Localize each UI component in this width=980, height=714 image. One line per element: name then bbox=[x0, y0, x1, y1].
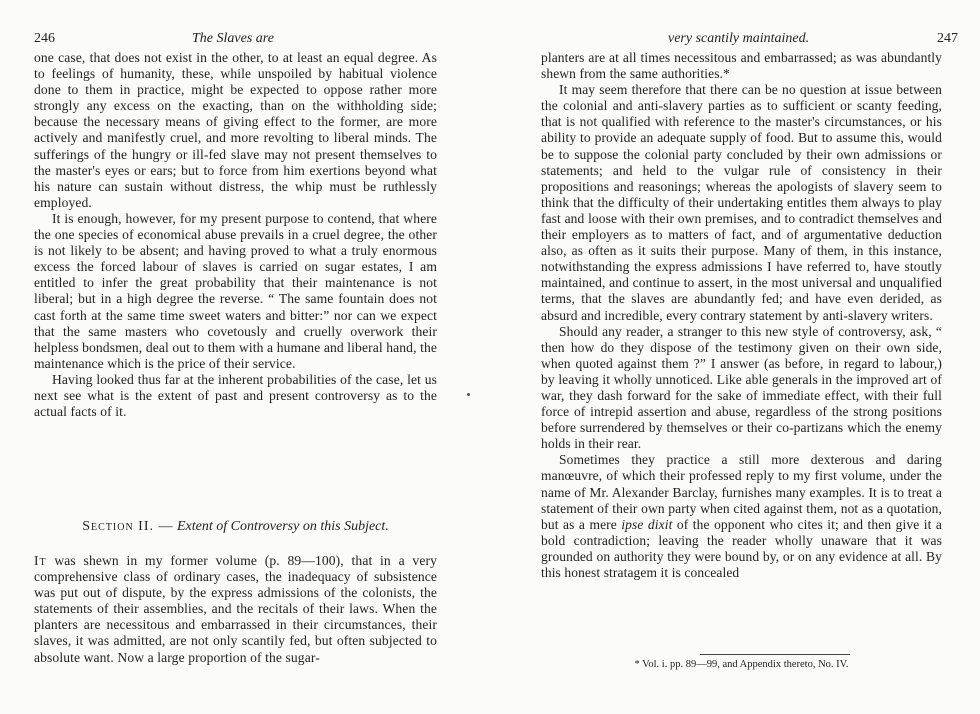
running-head-left bbox=[34, 30, 437, 48]
left-body-text bbox=[34, 50, 437, 420]
section-paragraph bbox=[34, 553, 437, 666]
section-dropcap: It bbox=[34, 553, 47, 568]
paragraph-last bbox=[541, 452, 942, 581]
section-body-text bbox=[34, 553, 437, 666]
running-head-right bbox=[542, 30, 958, 48]
page-number-247: 247 bbox=[937, 31, 958, 46]
paragraph-text-after: of the opponent who cites it; and then give it a bold contradiction; leaving the reader wholly unaware that it was grounded on authority they were bound by, or on any evidence at all. By this honest stratagem it is concealed bbox=[541, 516, 942, 580]
section-label: Section II. — bbox=[82, 519, 174, 534]
page-number-246: 246 bbox=[34, 31, 55, 46]
paragraph: one case, that does not exist in the other, to at least an equal degree. As to feelings of humanity, these, while unspoiled by habitual violence done to them in practice, might be expected to oppose rather more strongly any excess on the exacting, than on the withholding side; because the necessary means of giving effect to the former, are more actively and manifestly cruel, and more revolting to liberal minds. The sufferings of the hungry or ill-fed slave may not present themselves to the master's eyes or ears; but to force from him exertions beyond what his nature can sustain without distress, the whip must be ruthlessly employed. bbox=[34, 50, 437, 210]
section-heading bbox=[34, 519, 437, 535]
italic-phrase: ipse dixit bbox=[621, 516, 673, 532]
right-body-text bbox=[541, 50, 942, 581]
paragraph-text-before: Sometimes they practice a still more dexterous and daring manœuvre, of which their professed reply to my first volume, under the name of Mr. Alexander Barclay, furnishes many examples. It is to treat a statement of their own party when cited against them, not as a quotation, but as a mere bbox=[541, 452, 942, 532]
running-title-right: very scantily maintained. bbox=[668, 31, 810, 46]
running-title-left: The Slaves are bbox=[192, 31, 274, 46]
footnote: * Vol. i. pp. 89—99, and Appendix thereto, No. IV. bbox=[634, 659, 849, 670]
paragraph: Should any reader, a stranger to this new style of controversy, ask, “ then how do they dispose of the testimony given on their own side, when quoted against them ?” I answer (as before, in regard to labour,) by leaving it wholly unnoticed. Like able generals in the improved art of war, they dash forward for the sake of immediate effect, with their full force of intrepid assertion and abuse, regardless of the strong positions before surrendered by themselves or their co-partizans which the enemy holds in their rear. bbox=[541, 323, 942, 452]
left-page bbox=[0, 0, 475, 714]
section-paragraph-text: was shewn in my former volume (p. 89—100), that in a very comprehensive class of ordinary cases, the inadequacy of subsistence was put out of dispute, by the express admissions of the colonists, the statements of their assemblies, and the recitals of their laws. When the planters are necessitous and embarrassed in their circumstances, their slaves, it was admitted, are not only scantily fed, but often subjected to absolute want. Now a large proportion of the sugar- bbox=[34, 553, 437, 665]
section-title: Extent of Controversy on this Subject. bbox=[177, 519, 389, 534]
footnote-rule bbox=[700, 654, 850, 655]
paragraph: planters are at all times necessitous and embarrassed; as was abundantly shewn from the same authorities.* bbox=[541, 50, 942, 82]
printing-speck bbox=[467, 393, 470, 396]
paragraph: It may seem therefore that there can be no question at issue between the colonial and anti-slavery parties as to sufficient or scanty feeding, that is not qualified with reference to the master's circumstances, or his ability to provide an adequate supply of food. But to assume this, would be to suppose the colonial party concluded by their own admissions or statements; and held to the vulgar rule of consistency in their propositions and reasonings; whereas the apologists of slavery seem to think that the difficulty of their undertaking entitles them always to play fast and loose with their own premises, and to contradict themselves and their employers as to matters of fact, and of argumentative deduction also, as often as it suits their purpose. Many of them, in this instance, notwithstanding the express admissions I have referred to, have stoutly maintained, and continue to assert, in the most universal and unqualified terms, that the slaves are abundantly fed; and have even derided, as absurd and incredible, every contrary statement by anti-slavery writers. bbox=[541, 82, 942, 323]
paragraph: It is enough, however, for my present purpose to contend, that where the one species of economical abuse prevails in a cruel degree, the other is not likely to be absent; and having proved to what a truly enormous excess the forced labour of slaves is carried on sugar estates, I am entitled to infer the great probability that their maintenance is not liberal; but in a high degree the reverse. “ The same fountain does not cast forth at the same time sweet waters and bitter:” nor can we expect that the same masters who covetously and cruelly overwork their helpless bondsmen, deal out to them with a humane and liberal hand, the maintenance which is the price of their service. bbox=[34, 210, 437, 371]
paragraph: Having looked thus far at the inherent probabilities of the case, let us next see what is the extent of past and present controversy as to the actual facts of it. bbox=[34, 371, 437, 420]
right-page bbox=[475, 0, 980, 714]
